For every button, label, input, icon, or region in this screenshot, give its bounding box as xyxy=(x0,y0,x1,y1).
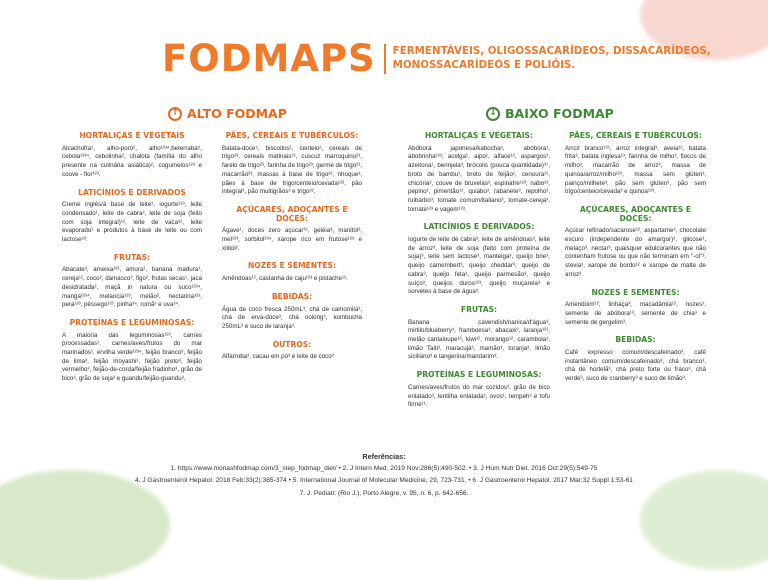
category-items: A maioria das leguminosas¹²³, carnes processadas¹, carnes/aves/frutos do mar marinados¹, ervilha verde¹²³⁴, feijão branco³, feijão de lima³, feijão moyashi³, feijão preto³, feijão vermelho³, feijão-de-corda/feijão fradinho³, grão de bico³, grão de soja³ e guandu/feijão-guandu³. xyxy=(62,331,202,383)
baixo-fodmap-heading xyxy=(486,106,614,121)
category-title: HORTALIÇAS E VEGETAIS xyxy=(79,131,185,140)
food-category xyxy=(408,132,550,214)
baixo-column-2 xyxy=(565,132,706,393)
food-category xyxy=(408,306,550,362)
category-title: NOZES E SEMENTES: xyxy=(591,287,680,297)
category-title: AÇÚCARES, ADOÇANTES E DOCES: xyxy=(236,204,348,223)
category-items: Amêndoas¹², castanha de caju¹²³ e pistache¹². xyxy=(222,275,348,283)
category-items: Carnes/aves/frutos do mar cozidos³, grão de bico enlatado³, lentilha enlatada³, ovos¹, tempeh³ e tofu firme¹¹. xyxy=(408,383,550,409)
references xyxy=(0,451,768,500)
category-items: Café expresso comum/descafeinado³, café instantâneo comum/descafeinado³, chá branco³, chá de hortelã³, chá preto forte ou fraco³, chá verde³, suco de cranberry³ e suco de limão³. xyxy=(565,349,706,383)
category-items: Ágave¹, doces zero açúcar¹², geléia³, manitol³, mel¹²³, sorbitol²³⁴, xarope rico em frutose¹²³ e xilitol². xyxy=(222,227,362,252)
food-category xyxy=(62,132,202,180)
category-title: LATICÍNIOS E DERIVADOS: xyxy=(423,222,535,232)
category-items: Alfarroba³, cacau em pó³ e leite de coco³ xyxy=(222,353,334,361)
food-category xyxy=(408,371,550,410)
food-category xyxy=(222,293,362,332)
baixo-fodmap-label: BAIXO FODMAP xyxy=(505,106,614,121)
page-title: FODMAPS xyxy=(162,37,376,80)
reference-line-2: 4. J Gastroenterol Hepatol. 2018 Feb:33(2):365-374 • 5. International Journal of Molecular Medicine, 29, 723-731. • 6. J Gastroenterol Hepatol. 2017 Mar;32 Suppl 1:53-61 xyxy=(135,477,633,485)
alto-fodmap-heading xyxy=(168,106,287,121)
category-items: Água de coco fresca 250mL³, chá de camomila³, chá de erva-doce³, chá oolong³, kombucha 250mL³ e suco de laranja³. xyxy=(222,305,362,330)
category-title: PÃES, CEREAIS E TUBÉRCULOS: xyxy=(569,131,702,140)
reference-line-1: 1. https://www.monashfodmap.com/3_step_fodmap_diet/ • 2. J Intern Med. 2019 Nov:286(5):490-502. • 3. J Hum Nutr Diet. 2016 Oct:29(5):549-75 xyxy=(170,465,598,473)
category-title: BEBIDAS: xyxy=(615,335,656,345)
category-items: Abóbora japonesa/kabocha³, abóbora¹, abobrinha¹²³, acelga¹, aipo¹, alface¹², aspargos³, azeitona¹, berinjela³, brócolis (pouca quantidade)³⁷, broto de bambu¹, broto de feijão¹, cenoura¹², chicória³, couve de bruxelas³, espinafre¹²³, nabo²³, pepino¹, pimentão¹², quiabo³, rabanete³, repolho³, ruibarbo³, tomate comum/italiano³, tomate-cereja³, tomate¹²³ e vagem¹²³. xyxy=(408,144,550,213)
food-category xyxy=(565,289,706,328)
category-items: Iogurte de leite de cabra³, leite de amêndoas³, leite de arroz³, leite de soja (feito com proteína de soja)³, leite sem lactose³, manteiga³, queijo brie³, queijo camembert³, queijo cheddar³, queijo de cabra³, queijo feta³, queijo parmesão³, queijo suíço³, queijos duros¹²³, queijo muçarela³ e sorvetes à base de água³. xyxy=(408,236,550,296)
category-items: Alcachofra¹, alho-poró², alho¹²³⁴,beterraba⁵, cebola¹²³⁴, cebolinha², chalota (família do alho presente na culinária asiática)², cogumelos¹²³ e couve - flor¹²³. xyxy=(62,144,202,178)
alto-column-1 xyxy=(62,132,202,393)
header xyxy=(162,37,711,80)
category-title: FRUTAS: xyxy=(113,252,151,262)
subtitle-line-1: FERMENTÁVEIS, OLIGOSSACARÍDEOS, DISSACARÍDEOS, xyxy=(392,44,711,57)
food-category xyxy=(222,132,362,197)
subtitle xyxy=(393,45,711,73)
food-category xyxy=(408,223,550,297)
food-category xyxy=(222,262,362,283)
category-items: Açúcar refinado/sacarose¹², aspartame³, chocolate escuro (independente do amargor)³, glicose³, melaço³, néctar³, quaisquer edulcorantes que não contenham frutose ou que não terminam em "-ol"³, stevia³, xarope de bordo¹² e xarope de malte de arroz³. xyxy=(565,227,706,278)
category-title: HORTALIÇAS E VEGETAIS: xyxy=(424,131,534,140)
food-category xyxy=(565,206,706,280)
alto-column-2 xyxy=(222,132,362,371)
category-title: BEBIDAS: xyxy=(271,291,313,301)
food-category xyxy=(565,336,706,384)
food-category xyxy=(62,254,202,310)
title-divider xyxy=(384,44,386,74)
food-category xyxy=(222,206,362,254)
food-category xyxy=(565,132,706,197)
category-title: PÃES, CEREAIS E TUBÉRCULOS: xyxy=(225,131,359,140)
food-category xyxy=(222,341,362,362)
food-category xyxy=(62,189,202,245)
reference-line-3: 7. J. Pediatr. (Rio J.), Porto Alegre, v. 95, n. 6, p. 642-656. xyxy=(299,489,469,497)
alto-fodmap-label: ALTO FODMAP xyxy=(187,106,287,121)
arrow-up-circle-icon: ↑ xyxy=(168,107,182,121)
category-items: Abacate³, ameixa¹²³, amora¹, banana madura¹, cereja¹², coco², damasco³, figo², frutas secas¹, jaca desidratada², maçã in natura ou suco¹²³⁴, manga¹²³⁴, melancia¹²³, melão², nectarina¹²³, pera¹²³, pêssego¹²³, pinha³⁴, romã³ e uva³⁴. xyxy=(62,266,202,309)
references-title: Referências: xyxy=(362,452,406,461)
food-category xyxy=(62,319,202,384)
subtitle-line-2: MONOSSACARÍDEOS E POLIÓIS. xyxy=(392,58,576,71)
baixo-column-1 xyxy=(408,132,550,419)
arrow-down-circle-icon: ↓ xyxy=(486,107,500,121)
category-items: Batata-doce⁵, biscoitos¹, centeio², cereais de trigo²³, cereais matinais¹³, cuscuz marroquino²³, farelo de trigo²³, farinha de trigo²³, germe de trigo²³, macarrão²³, massas à base de trigo²³, nhoque³, pães à base de trigo/centeio/cevada¹²³, pão integral³, pão multigrãos³ e trigo²³. xyxy=(222,144,362,196)
category-title: LATICÍNIOS E DERIVADOS xyxy=(78,187,186,197)
category-title: OUTROS: xyxy=(272,339,312,349)
category-items: Amendoim¹², linhaça³, macadâmia¹², nozes³, semente de abóbora¹², semente de chia³ e semente de gergelim³. xyxy=(565,301,706,326)
category-items: Arroz branco¹²³, arroz integral³, aveia¹², batata frita³, batata inglesa¹³, farinha de milho³, flocos de milho³, macarrão de arroz³, massa de quinoa/arroz/milho¹²³, massa sem glúten³, painço/milhete³, pão sem glúten³, pão sem trigo/centeio/cevada³ e quinoa¹²³. xyxy=(565,144,706,196)
category-title: FRUTAS: xyxy=(460,304,498,314)
category-title: PROTEÍNAS E LEGUMINOSAS: xyxy=(69,317,195,327)
category-title: NOZES E SEMENTES: xyxy=(247,261,337,271)
category-items: Creme inglês/à base de leite¹, iogurte¹²³, leite condensado¹, leite de cabra², leite de soja (feito com soja integral)¹², leite de vaca¹², leite evaporado¹ e produtos à base de leite ou com lactose²³. xyxy=(62,201,202,244)
category-items: Banana cavendish/nanica/d'água³, mirtilo/blueberry³, framboesa³, abacaxi³, laranja¹²³, melão cantaloupe¹², kiwi¹², morango¹², carambola³, limão Taiti³, maracujá³, mamão³, toranja³, limão siciliano³ e tangerina/mandarim³. xyxy=(408,318,550,361)
category-title: AÇÚCARES, ADOÇANTES E DOCES: xyxy=(579,204,692,223)
category-title: PROTEÍNAS E LEGUMINOSAS: xyxy=(416,370,542,380)
